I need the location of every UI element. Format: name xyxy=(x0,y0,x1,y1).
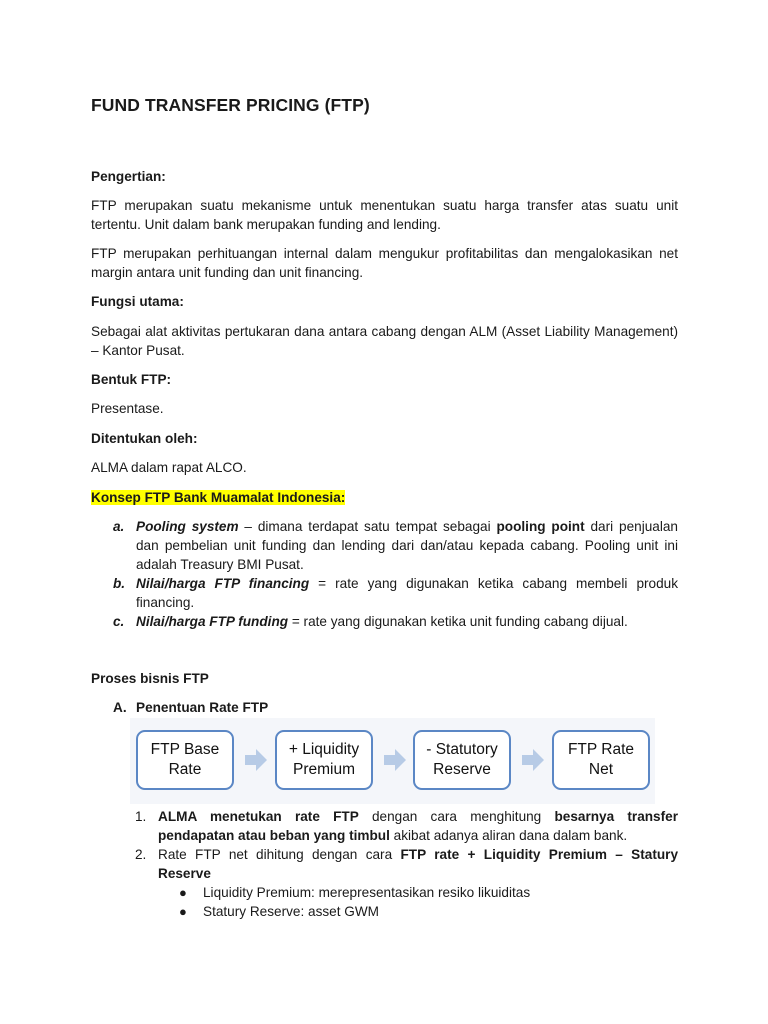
list-bold: pooling point xyxy=(496,519,585,534)
page-title: FUND TRANSFER PRICING (FTP) xyxy=(91,95,370,115)
list-item xyxy=(91,612,678,631)
konsep-heading-highlight: Konsep FTP Bank Muamalat Indonesia: xyxy=(91,490,346,505)
konsep-list xyxy=(91,517,678,631)
flow-box-liquidity-premium xyxy=(275,730,373,790)
right-arrow-icon xyxy=(245,749,267,771)
right-arrow-icon xyxy=(522,749,544,771)
bullet-text: Statury Reserve: asset GWM xyxy=(203,904,380,919)
list-text: akibat adanya aliran dana dalam bank. xyxy=(389,828,628,843)
flow-box-line: - Statutory xyxy=(426,741,498,758)
bullet-item xyxy=(91,902,678,921)
bullet-icon: ● xyxy=(179,904,187,919)
flow-box-line: + Liquidity xyxy=(288,741,360,758)
list-text: Penentuan Rate FTP xyxy=(136,700,269,715)
list-marker: c. xyxy=(113,614,125,629)
list-term: Pooling system xyxy=(136,519,239,534)
list-marker: 1. xyxy=(135,809,147,824)
bentuk-text: Presentase. xyxy=(91,401,164,416)
konsep-heading xyxy=(91,488,678,507)
bullet-icon: ● xyxy=(179,885,187,900)
list-marker: A. xyxy=(113,700,127,715)
flow-box-line: Premium xyxy=(292,761,355,778)
list-marker: b. xyxy=(113,576,126,591)
list-term: Nilai/harga FTP funding xyxy=(136,614,289,629)
flow-box-statutory-reserve xyxy=(413,730,511,790)
list-text: = rate yang digunakan ketika unit funding cabang dijual. xyxy=(288,614,628,629)
pengertian-paragraph-1: FTP merupakan suatu mekanisme untuk menentukan suatu harga transfer atas suatu unit tertentu. Unit dalam bank merupakan funding and lending. xyxy=(91,198,678,232)
flow-box-label xyxy=(426,740,498,780)
proses-heading: Proses bisnis FTP xyxy=(91,671,209,686)
bentuk-heading: Bentuk FTP: xyxy=(91,372,172,387)
flow-box-line: FTP Base xyxy=(150,741,220,758)
flow-box-line: Rate xyxy=(168,761,202,778)
list-text: dari penjualan dan pembelian unit funding dan lending dari dan/atau kepada cabang. Pooling unit ini adalah Treasury BMI Pusat. xyxy=(136,519,678,572)
list-item xyxy=(91,698,678,717)
list-text: Rate FTP net dihitung dengan cara xyxy=(158,847,401,862)
list-term: Nilai/harga FTP financing xyxy=(136,576,310,591)
bullet-item xyxy=(91,883,678,902)
fungsi-heading: Fungsi utama: xyxy=(91,294,184,309)
ditentukan-heading: Ditentukan oleh: xyxy=(91,431,198,446)
list-item xyxy=(91,807,678,845)
bullet-text: Liquidity Premium: merepresentasikan resiko likuiditas xyxy=(203,885,531,900)
list-text: = rate yang digunakan ketika cabang membeli produk financing. xyxy=(136,576,679,610)
ditentukan-text: ALMA dalam rapat ALCO. xyxy=(91,460,247,475)
flow-box-ftp-base-rate xyxy=(136,730,234,790)
fungsi-text: Sebagai alat aktivitas pertukaran dana antara cabang dengan ALM (Asset Liability Management) – Kantor Pusat. xyxy=(91,324,678,358)
flow-box-line: FTP Rate xyxy=(567,741,635,758)
list-marker: 2. xyxy=(135,847,147,862)
flow-box-line: Reserve xyxy=(433,761,491,778)
flow-box-label xyxy=(151,740,220,780)
right-arrow-icon xyxy=(384,749,406,771)
pengertian-heading: Pengertian: xyxy=(91,169,166,184)
list-bold: FTP rate + Liquidity Premium – Statury Reserve xyxy=(158,847,678,881)
list-bold: besarnya transfer pendapatan atau beban yang timbul xyxy=(158,809,678,843)
flow-box-ftp-rate-net xyxy=(552,730,650,790)
list-item xyxy=(91,517,678,574)
pengertian-paragraph-2: FTP merupakan perhituangan internal dalam mengukur profitabilitas dan mengalokasikan net margin antara unit funding dan unit financing. xyxy=(91,246,678,280)
flow-box-label xyxy=(568,740,634,780)
proses-sub-heading xyxy=(91,698,678,717)
flow-diagram xyxy=(130,718,655,804)
list-marker: a. xyxy=(113,519,125,534)
list-text: – dimana terdapat satu tempat sebagai xyxy=(238,519,497,534)
flow-box-label xyxy=(289,740,359,780)
list-item xyxy=(91,845,678,883)
flow-box-line: Net xyxy=(588,761,614,778)
list-text: dengan cara menghitung xyxy=(358,809,555,824)
list-item xyxy=(91,574,678,612)
steps-list xyxy=(91,807,678,921)
list-bold: ALMA menetukan rate FTP xyxy=(158,809,359,824)
